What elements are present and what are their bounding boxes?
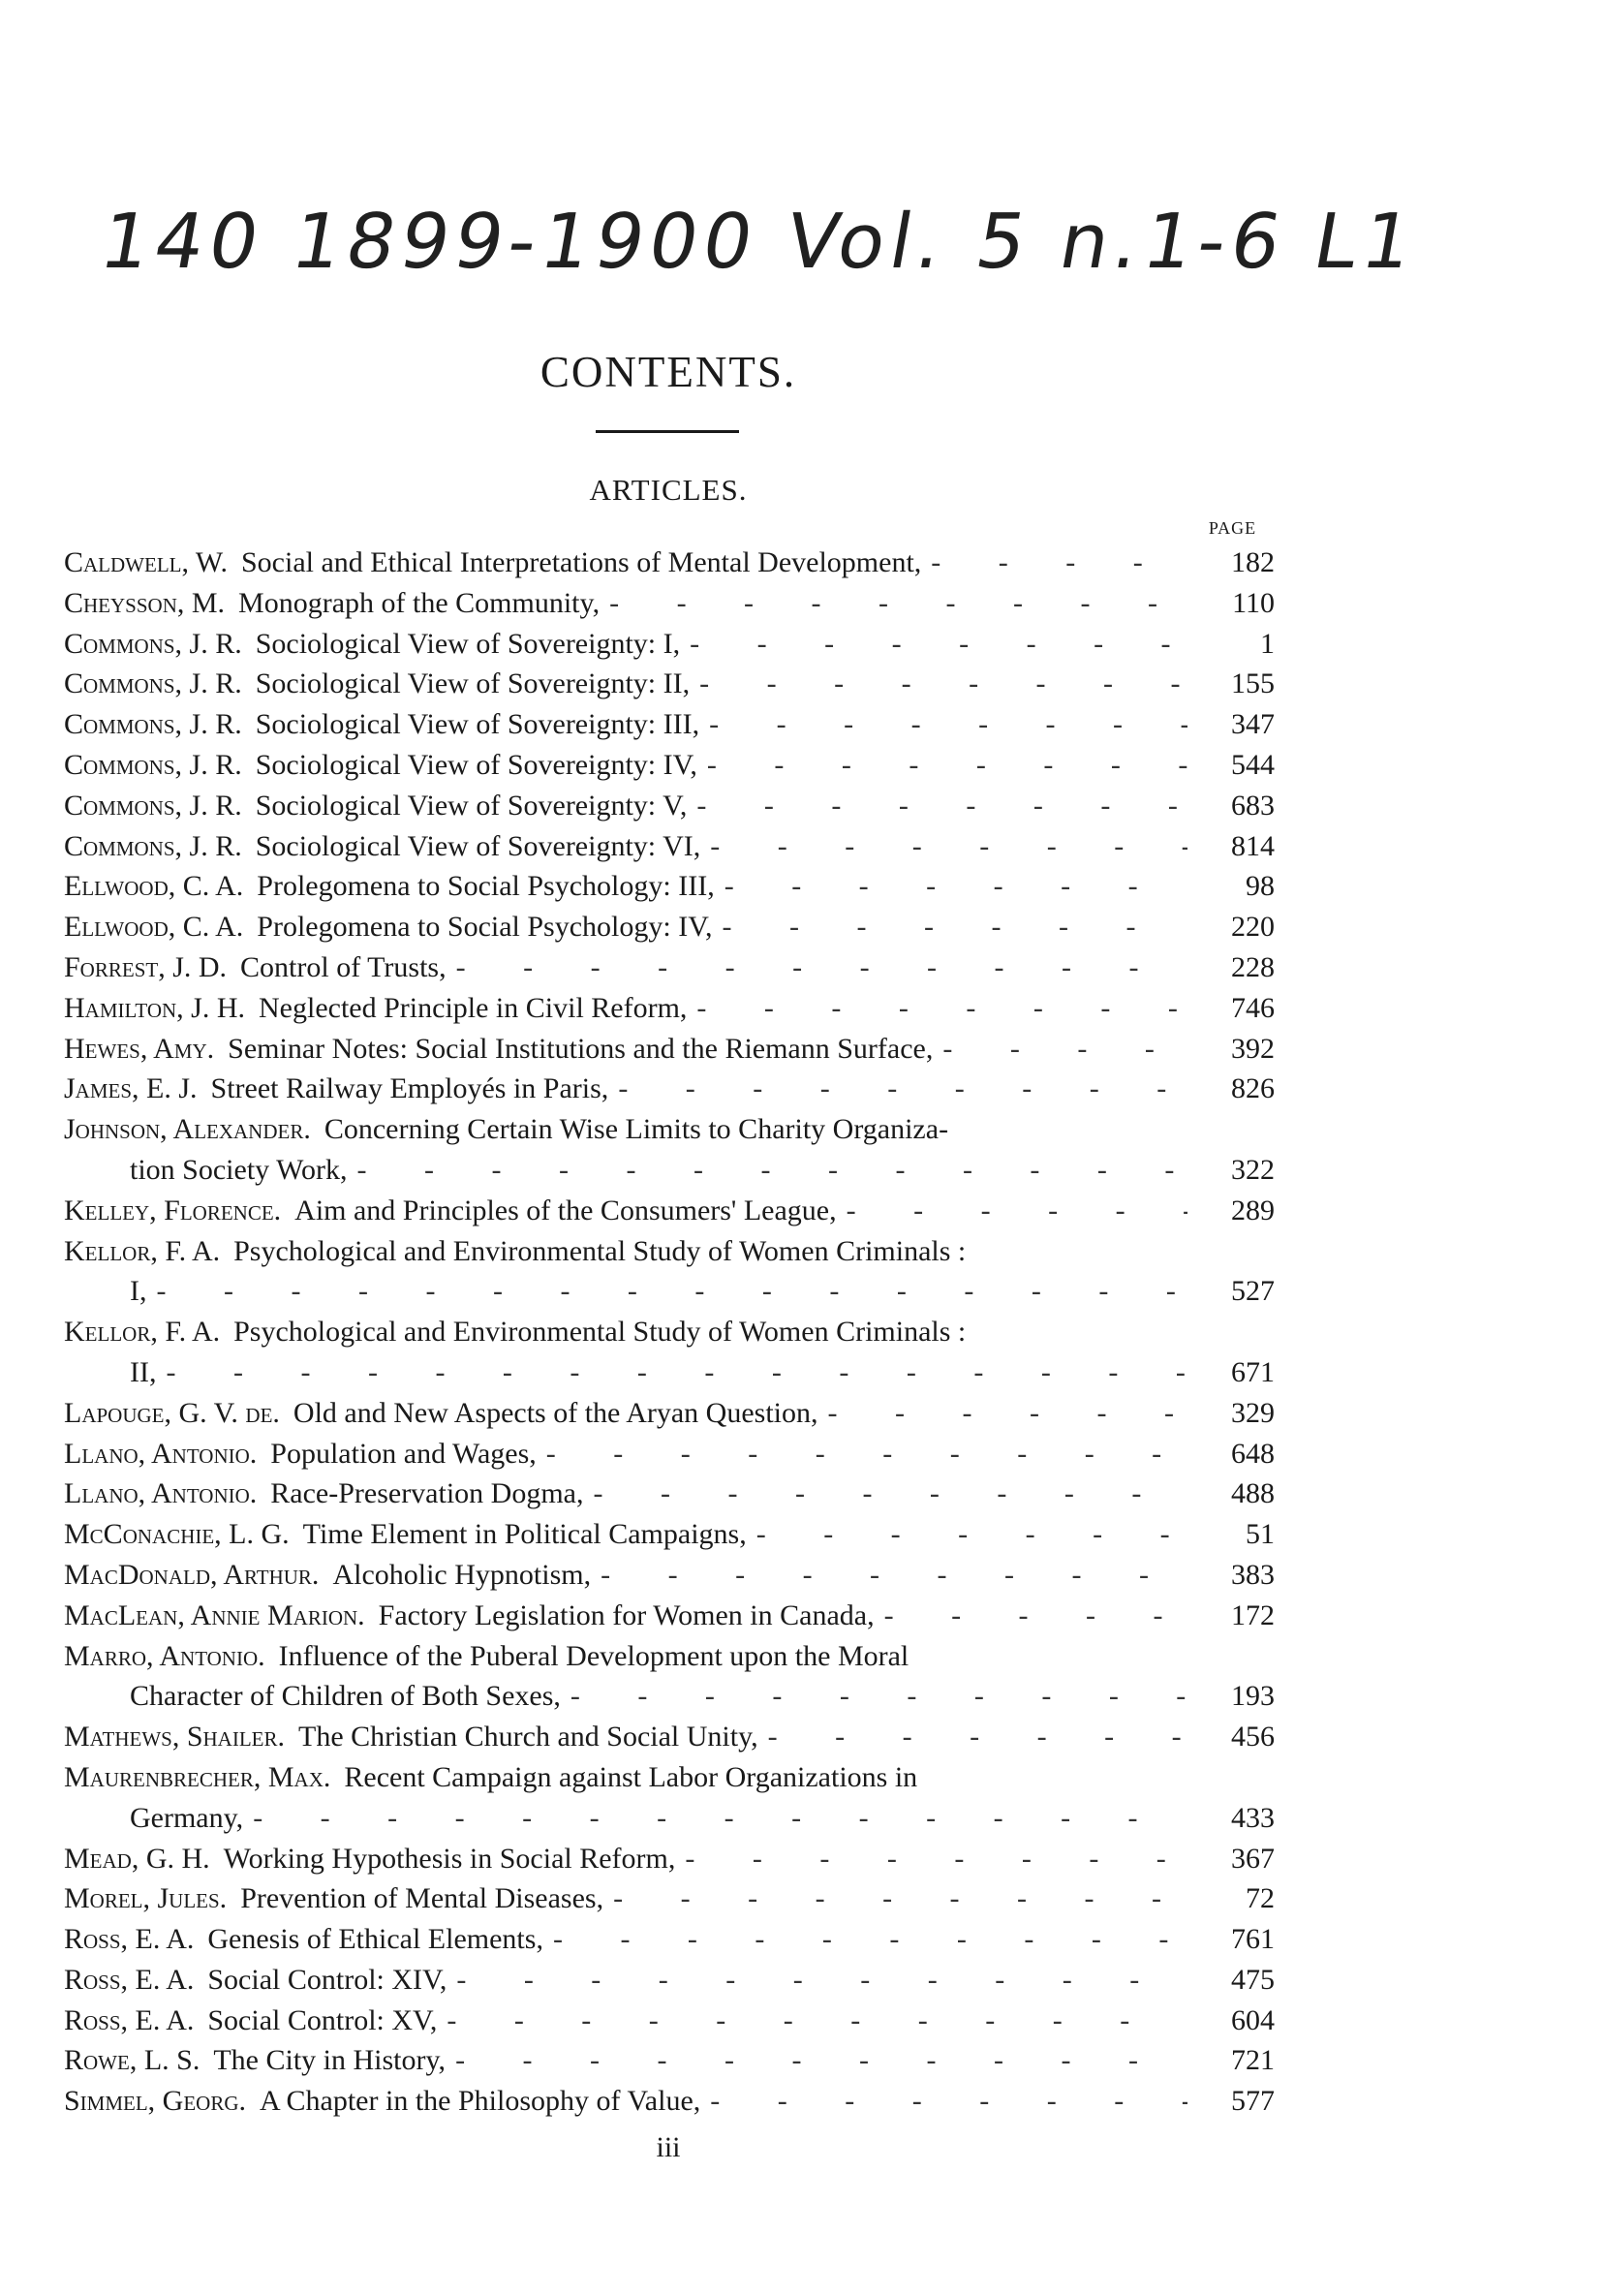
entry-page-number: 367 xyxy=(1231,1842,1275,1875)
contents-entry xyxy=(64,947,1275,988)
dot-leader xyxy=(447,2001,1187,2041)
entry-title: Monograph of the Community, xyxy=(238,586,601,619)
entry-page-number: 289 xyxy=(1231,1194,1275,1226)
entry-page-number: 1 xyxy=(1260,627,1275,660)
entry-page-number: 155 xyxy=(1231,667,1275,700)
entry-author: Commons, J. R. xyxy=(64,667,242,700)
entry-title: Factory Legislation for Women in Canada, xyxy=(378,1598,875,1631)
dot-leader xyxy=(828,1393,1188,1434)
entry-author: Cheysson, M. xyxy=(64,586,226,619)
entry-title-continuation: I, xyxy=(130,1275,147,1308)
entry-author: Ross, E. A. xyxy=(64,1923,195,1956)
entry-title: Prolegomena to Social Psychology: III, xyxy=(257,870,715,903)
entry-page-number: 220 xyxy=(1231,911,1275,944)
entry-line xyxy=(64,1717,1275,1757)
entry-continuation-line xyxy=(64,1352,1275,1393)
contents-entry xyxy=(64,1069,1275,1109)
contents-entry xyxy=(64,1596,1275,1636)
entry-title: Sociological View of Sovereignty: II, xyxy=(255,667,691,700)
entry-page-number: 98 xyxy=(1246,870,1275,903)
entry-line xyxy=(64,1191,1275,1231)
entry-page-number: 488 xyxy=(1231,1477,1275,1510)
dot-leader xyxy=(593,1474,1187,1514)
entry-title: Working Hypothesis in Social Reform, xyxy=(223,1842,676,1875)
entry-author: Commons, J. R. xyxy=(64,627,242,660)
dot-leader xyxy=(710,826,1187,867)
entry-line xyxy=(64,1919,1275,1960)
contents-entry xyxy=(64,1839,1275,1879)
entry-page-number: 456 xyxy=(1231,1721,1275,1753)
dot-leader xyxy=(601,1555,1187,1596)
entry-author: Kellor, F. A. xyxy=(64,1316,221,1349)
contents-entry xyxy=(64,1231,1275,1313)
entry-page-number: 671 xyxy=(1231,1355,1275,1388)
entry-line xyxy=(64,1757,1275,1798)
dot-leader xyxy=(253,1798,1187,1839)
dot-leader xyxy=(613,1878,1187,1919)
entry-title-continuation: tion Society Work, xyxy=(130,1153,348,1186)
dot-leader xyxy=(696,786,1187,826)
entry-title: Social and Ethical Interpretations of Mental Development, xyxy=(241,546,922,578)
dot-leader xyxy=(847,1191,1187,1231)
entry-title-continuation: Character of Children of Both Sexes, xyxy=(130,1680,561,1713)
entry-author: McConachie, L. G. xyxy=(64,1518,290,1551)
dot-leader xyxy=(723,907,1187,947)
entry-line xyxy=(64,2081,1275,2122)
dot-leader xyxy=(690,624,1187,665)
entry-author: Commons, J. R. xyxy=(64,708,242,741)
contents-entry xyxy=(64,1757,1275,1839)
entry-page-number: 72 xyxy=(1246,1882,1275,1915)
contents-entry xyxy=(64,624,1275,665)
contents-entry xyxy=(64,1636,1275,1718)
entry-page-number: 826 xyxy=(1231,1072,1275,1105)
contents-entry xyxy=(64,1109,1275,1191)
entry-author: Ross, E. A. xyxy=(64,1963,195,1996)
contents-entry xyxy=(64,1878,1275,1919)
contents-list xyxy=(64,543,1275,2122)
entry-line xyxy=(64,947,1275,988)
entry-author: Maurenbrecher, Max. xyxy=(64,1760,331,1793)
entry-author: Ross, E. A. xyxy=(64,2003,195,2036)
entry-author: James, E. J. xyxy=(64,1072,198,1105)
dot-leader xyxy=(685,1839,1187,1879)
entry-author: Caldwell, W. xyxy=(64,546,228,578)
entry-author: Llano, Antonio. xyxy=(64,1477,258,1510)
page-number: iii xyxy=(656,2131,681,2163)
entry-line xyxy=(64,704,1275,745)
entry-line xyxy=(64,1029,1275,1070)
contents-entry xyxy=(64,866,1275,907)
title-divider xyxy=(596,430,739,433)
entry-author: Kellor, F. A. xyxy=(64,1234,221,1267)
entry-author: Lapouge, G. V. de. xyxy=(64,1396,280,1429)
entry-line xyxy=(64,624,1275,665)
contents-entry xyxy=(64,1514,1275,1555)
entry-title: Sociological View of Sovereignty: I, xyxy=(255,627,681,660)
dot-leader xyxy=(456,1960,1187,2001)
contents-entry xyxy=(64,583,1275,624)
dot-leader xyxy=(456,947,1187,988)
entry-title: Control of Trusts, xyxy=(240,950,447,983)
dot-leader xyxy=(884,1596,1187,1636)
entry-title: Seminar Notes: Social Institutions and the Riemann Surface, xyxy=(228,1032,934,1065)
contents-entry xyxy=(64,1474,1275,1514)
contents-entry xyxy=(64,543,1275,583)
entry-author: MacDonald, Arthur. xyxy=(64,1558,320,1591)
entry-page-number: 648 xyxy=(1231,1437,1275,1470)
dot-leader xyxy=(455,2040,1187,2081)
entry-line xyxy=(64,1555,1275,1596)
entry-author: Morel, Jules. xyxy=(64,1882,228,1915)
entry-author: Ellwood, C. A. xyxy=(64,870,244,903)
dot-leader xyxy=(756,1514,1187,1555)
entry-author: Johnson, Alexander. xyxy=(64,1113,311,1146)
entry-title: Prevention of Mental Diseases, xyxy=(240,1882,604,1915)
contents-entry xyxy=(64,826,1275,867)
entry-line xyxy=(64,1960,1275,2001)
page-title: CONTENTS. xyxy=(539,348,797,396)
entry-continuation-line xyxy=(64,1150,1275,1191)
entry-line xyxy=(64,583,1275,624)
entry-line xyxy=(64,1231,1275,1272)
handwritten-catalog-note: 140 1899-1900 Vol. 5 n.1-6 L1 xyxy=(94,199,1425,286)
dot-leader xyxy=(710,2081,1187,2122)
contents-entry xyxy=(64,704,1275,745)
entry-author: Commons, J. R. xyxy=(64,789,242,822)
dot-leader xyxy=(707,745,1187,786)
dot-leader xyxy=(696,988,1187,1029)
contents-entry xyxy=(64,1393,1275,1434)
entry-title: Concerning Certain Wise Limits to Charity Organiza- xyxy=(324,1113,949,1146)
dot-leader xyxy=(553,1919,1187,1960)
entry-title: The City in History, xyxy=(213,2044,447,2077)
entry-title: The Christian Church and Social Unity, xyxy=(298,1721,758,1753)
entry-title: Old and New Aspects of the Aryan Question, xyxy=(293,1396,818,1429)
entry-page-number: 475 xyxy=(1231,1963,1275,1996)
dot-leader xyxy=(357,1150,1187,1191)
contents-entry xyxy=(64,2001,1275,2041)
dot-leader xyxy=(931,543,1187,583)
entry-title: Genesis of Ethical Elements, xyxy=(207,1923,543,1956)
entry-author: Marro, Antonio. xyxy=(64,1639,265,1672)
contents-entry xyxy=(64,745,1275,786)
entry-line xyxy=(64,907,1275,947)
entry-line xyxy=(64,1878,1275,1919)
dot-leader xyxy=(768,1717,1187,1757)
entry-author: Hewes, Amy. xyxy=(64,1032,215,1065)
entry-page-number: 329 xyxy=(1231,1396,1275,1429)
entry-title: Psychological and Environmental Study of Women Criminals : xyxy=(233,1316,967,1349)
entry-title: Psychological and Environmental Study of Women Criminals : xyxy=(233,1234,967,1267)
entry-author: Hamilton, J. H. xyxy=(64,991,246,1024)
entry-line xyxy=(64,1839,1275,1879)
contents-entry xyxy=(64,1960,1275,2001)
entry-author: Forrest, J. D. xyxy=(64,950,228,983)
entry-page-number: 347 xyxy=(1231,708,1275,741)
entry-author: Mead, G. H. xyxy=(64,1842,210,1875)
entry-author: MacLean, Annie Marion. xyxy=(64,1598,365,1631)
entry-title-continuation: II, xyxy=(130,1355,157,1388)
dot-leader xyxy=(570,1676,1187,1717)
entry-page-number: 110 xyxy=(1232,586,1275,619)
entry-title: Sociological View of Sovereignty: III, xyxy=(255,708,700,741)
entry-line xyxy=(64,786,1275,826)
entry-continuation-line xyxy=(64,1798,1275,1839)
entry-page-number: 182 xyxy=(1231,546,1275,578)
entry-title: Population and Wages, xyxy=(270,1437,537,1470)
dot-leader xyxy=(546,1434,1187,1474)
entry-line xyxy=(64,664,1275,704)
entry-title: A Chapter in the Philosophy of Value, xyxy=(260,2085,701,2118)
entry-line xyxy=(64,1109,1275,1150)
entry-page-number: 683 xyxy=(1231,789,1275,822)
dot-leader xyxy=(699,664,1187,704)
entry-title: Neglected Principle in Civil Reform, xyxy=(259,991,688,1024)
entry-page-number: 193 xyxy=(1231,1680,1275,1713)
page-column-label: PAGE xyxy=(1208,518,1257,538)
entry-title: Race-Preservation Dogma, xyxy=(270,1477,584,1510)
entry-author: Llano, Antonio. xyxy=(64,1437,258,1470)
entry-line xyxy=(64,2040,1275,2081)
entry-page-number: 577 xyxy=(1231,2085,1275,2118)
entry-line xyxy=(64,988,1275,1029)
entry-line xyxy=(64,2001,1275,2041)
dot-leader xyxy=(618,1069,1187,1109)
entry-page-number: 322 xyxy=(1231,1153,1275,1186)
entry-author: Commons, J. R. xyxy=(64,748,242,781)
contents-entry xyxy=(64,786,1275,826)
entry-line xyxy=(64,1514,1275,1555)
entry-author: Ellwood, C. A. xyxy=(64,911,244,944)
dot-leader xyxy=(709,704,1187,745)
contents-entry xyxy=(64,664,1275,704)
entry-page-number: 228 xyxy=(1231,950,1275,983)
entry-author: Mathews, Shailer. xyxy=(64,1721,286,1753)
entry-line xyxy=(64,1393,1275,1434)
contents-entry xyxy=(64,1312,1275,1393)
dot-leader xyxy=(166,1352,1187,1393)
entry-author: Kelley, Florence. xyxy=(64,1194,282,1226)
entry-title: Street Railway Employés in Paris, xyxy=(210,1072,609,1105)
contents-entry xyxy=(64,1717,1275,1757)
entry-title: Recent Campaign against Labor Organizations in xyxy=(344,1760,918,1793)
contents-entry xyxy=(64,2081,1275,2122)
entry-line xyxy=(64,826,1275,867)
contents-entry xyxy=(64,1555,1275,1596)
entry-author: Simmel, Georg. xyxy=(64,2085,247,2118)
entry-line xyxy=(64,1434,1275,1474)
dot-leader xyxy=(724,866,1187,907)
entry-title-continuation: Germany, xyxy=(130,1801,244,1834)
entry-title: Time Element in Political Campaigns, xyxy=(302,1518,747,1551)
entry-title: Prolegomena to Social Psychology: IV, xyxy=(257,911,713,944)
dot-leader xyxy=(157,1271,1188,1312)
contents-entry xyxy=(64,1191,1275,1231)
contents-entry xyxy=(64,2040,1275,2081)
entry-page-number: 527 xyxy=(1231,1275,1275,1308)
entry-line xyxy=(64,866,1275,907)
entry-title: Sociological View of Sovereignty: VI, xyxy=(255,829,701,862)
entry-line xyxy=(64,1636,1275,1677)
contents-entry xyxy=(64,1434,1275,1474)
entry-page-number: 814 xyxy=(1231,829,1275,862)
entry-page-number: 172 xyxy=(1231,1598,1275,1631)
entry-title: Aim and Principles of the Consumers' League, xyxy=(294,1194,837,1226)
entry-page-number: 544 xyxy=(1231,748,1275,781)
entry-continuation-line xyxy=(64,1271,1275,1312)
entry-line xyxy=(64,1596,1275,1636)
entry-title: Alcoholic Hypnotism, xyxy=(332,1558,592,1591)
entry-page-number: 746 xyxy=(1231,991,1275,1024)
contents-entry xyxy=(64,1919,1275,1960)
entry-line xyxy=(64,1312,1275,1352)
contents-entry xyxy=(64,907,1275,947)
contents-entry xyxy=(64,1029,1275,1070)
entry-page-number: 721 xyxy=(1231,2044,1275,2077)
entry-page-number: 383 xyxy=(1231,1558,1275,1591)
entry-continuation-line xyxy=(64,1676,1275,1717)
entry-page-number: 51 xyxy=(1246,1518,1275,1551)
entry-title: Sociological View of Sovereignty: IV, xyxy=(255,748,697,781)
entry-title: Social Control: XV, xyxy=(207,2003,438,2036)
entry-line xyxy=(64,745,1275,786)
entry-title: Influence of the Puberal Development upon the Moral xyxy=(278,1639,909,1672)
entry-line xyxy=(64,1474,1275,1514)
dot-leader xyxy=(609,583,1187,624)
entry-line xyxy=(64,543,1275,583)
entry-page-number: 761 xyxy=(1231,1923,1275,1956)
entry-author: Rowe, L. S. xyxy=(64,2044,200,2077)
entry-title: Sociological View of Sovereignty: V, xyxy=(255,789,688,822)
contents-entry xyxy=(64,988,1275,1029)
section-heading: ARTICLES. xyxy=(589,473,748,507)
entry-page-number: 604 xyxy=(1231,2003,1275,2036)
entry-title: Social Control: XIV, xyxy=(207,1963,447,1996)
entry-page-number: 392 xyxy=(1231,1032,1275,1065)
entry-line xyxy=(64,1069,1275,1109)
entry-author: Commons, J. R. xyxy=(64,829,242,862)
entry-page-number: 433 xyxy=(1231,1801,1275,1834)
dot-leader xyxy=(942,1029,1187,1070)
